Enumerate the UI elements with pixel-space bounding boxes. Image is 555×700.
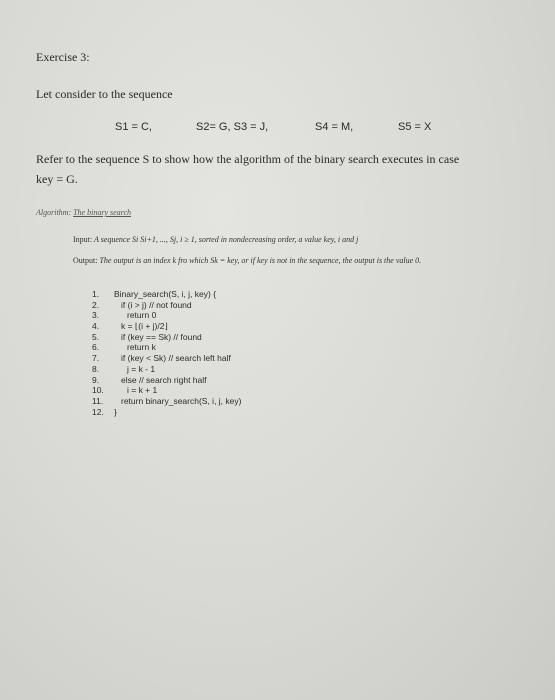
sequence-term-1: S1 = C, (115, 121, 152, 133)
algorithm-input (73, 235, 358, 244)
sequence-term-4: S5 = X (398, 121, 432, 133)
question-text: Refer to the sequence S to show how the algorithm of the binary search executes in case (36, 152, 460, 166)
exercise-title: Exercise 3: (36, 50, 90, 64)
output-label: Output: (73, 256, 98, 265)
algorithm-heading (36, 208, 131, 217)
sequence-term-3: S4 = M, (315, 121, 354, 133)
input-text: A sequence Si Si+1, ..., Sj, i ≥ 1, sorted in nondecreasing order, a value key, i and j (93, 235, 359, 244)
algorithm-output (73, 256, 421, 265)
document-page: Exercise 3: Let consider to the sequence S1 = C, S2= G, S3 = J, S4 = M, S5 = X Refer to the sequence S to show how the algorithm of the binary search executes in case key = G. Algorithm: The binary search Input: A sequence Si Si+1, ..., Sj, i ≥ 1, sorted in nondecreasing order, a value key, i and j Output: The output is an index k fro which Sk = key, or if key is not in the sequence, the output is the value 0. 1. Binary_search(S, i, j, key) { 2. if (i > j) // not found 3. return 0 4. k = ⌊(i + j)/2⌋ 5. if (key == Sk) // found 6. return k 7. if (key < Sk) // search left half 8. j = k - 1 9. else // search right half 10. i = k + 1 11. return binary_search(S, i, j, key) 12. } (0, 0, 555, 700)
question-key: key = G. (36, 172, 78, 186)
intro-text: Let consider to the sequence (36, 87, 173, 101)
algorithm-name: The binary search (73, 208, 132, 217)
input-label: Input: (73, 235, 93, 244)
algorithm-label: Algorithm: (36, 208, 72, 217)
sequence-term-2: S2= G, S3 = J, (196, 121, 269, 133)
output-text: The output is an index k fro which Sk = key, or if key is not in the sequence, the output is the value 0. (99, 256, 422, 265)
